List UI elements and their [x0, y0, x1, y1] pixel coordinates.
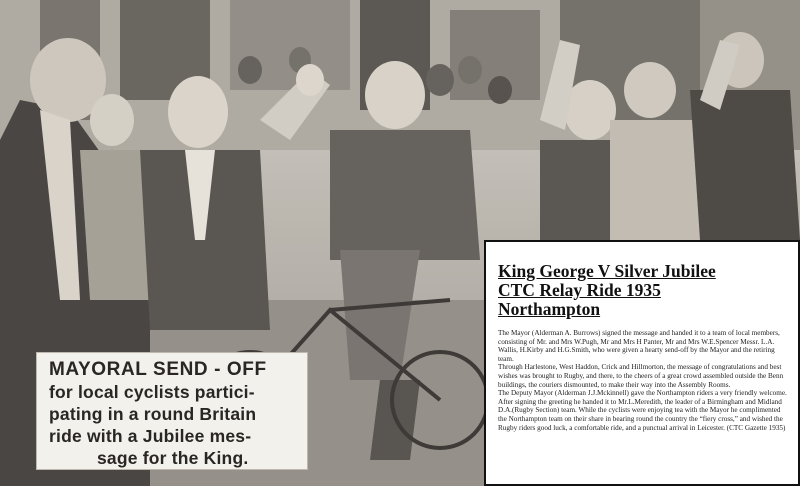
title-line: Northampton — [498, 299, 601, 319]
info-paragraph: Through Harlestone, West Haddon, Crick and Hillmorton, the message of congratulations and best wishes was brought to Rugby, and there, to the cheers of a great crowd assembled outside the Benn buildings, the couriers dismounted, to make their way into the Assembly Rooms. — [498, 363, 784, 389]
caption-line: pating in a round Britain — [49, 404, 257, 424]
info-paragraph: The Mayor (Alderman A. Burrows) signed the message and handed it to a team of local members, consisting of Mr. and Mrs W.Pugh, Mr and Mrs H Panter, Mr and Mrs W.E.Spencer Messr. L.A. Wallis, H.Kirby and H.G.Smith, who were given a hearty send-off by the Mayor and the retiring team. — [498, 329, 780, 363]
info-title — [498, 262, 788, 319]
caption-heading: MAYORAL SEND - OFF — [49, 359, 267, 380]
title-line: CTC Relay Ride 1935 — [498, 280, 661, 300]
info-paragraph: The Deputy Mayor (Alderman J.J.Mckinnell) gave the Northampton riders a very friendly welcome. After signing the greeting he handed it to Mr.L.Meredith, the leader of a Birmingham and Midland D.A.(Rugby Section) team. While the cyclists were enjoying tea with the Mayor he complimented the Northampton team on their share in bearing round the country the “fiery cross,” and wished the Rugby riders good luck, a comfortable ride, and a punctual arrival in Leicester. (CTC Gazette 1935) — [498, 389, 787, 432]
info-panel — [484, 240, 800, 486]
title-line: King George V Silver Jubilee — [498, 261, 716, 281]
caption-line: ride with a Jubilee mes- — [49, 426, 252, 446]
photo-caption — [36, 352, 308, 470]
caption-line: for local cyclists partici- — [49, 382, 255, 402]
caption-line: sage for the King. — [97, 448, 249, 468]
